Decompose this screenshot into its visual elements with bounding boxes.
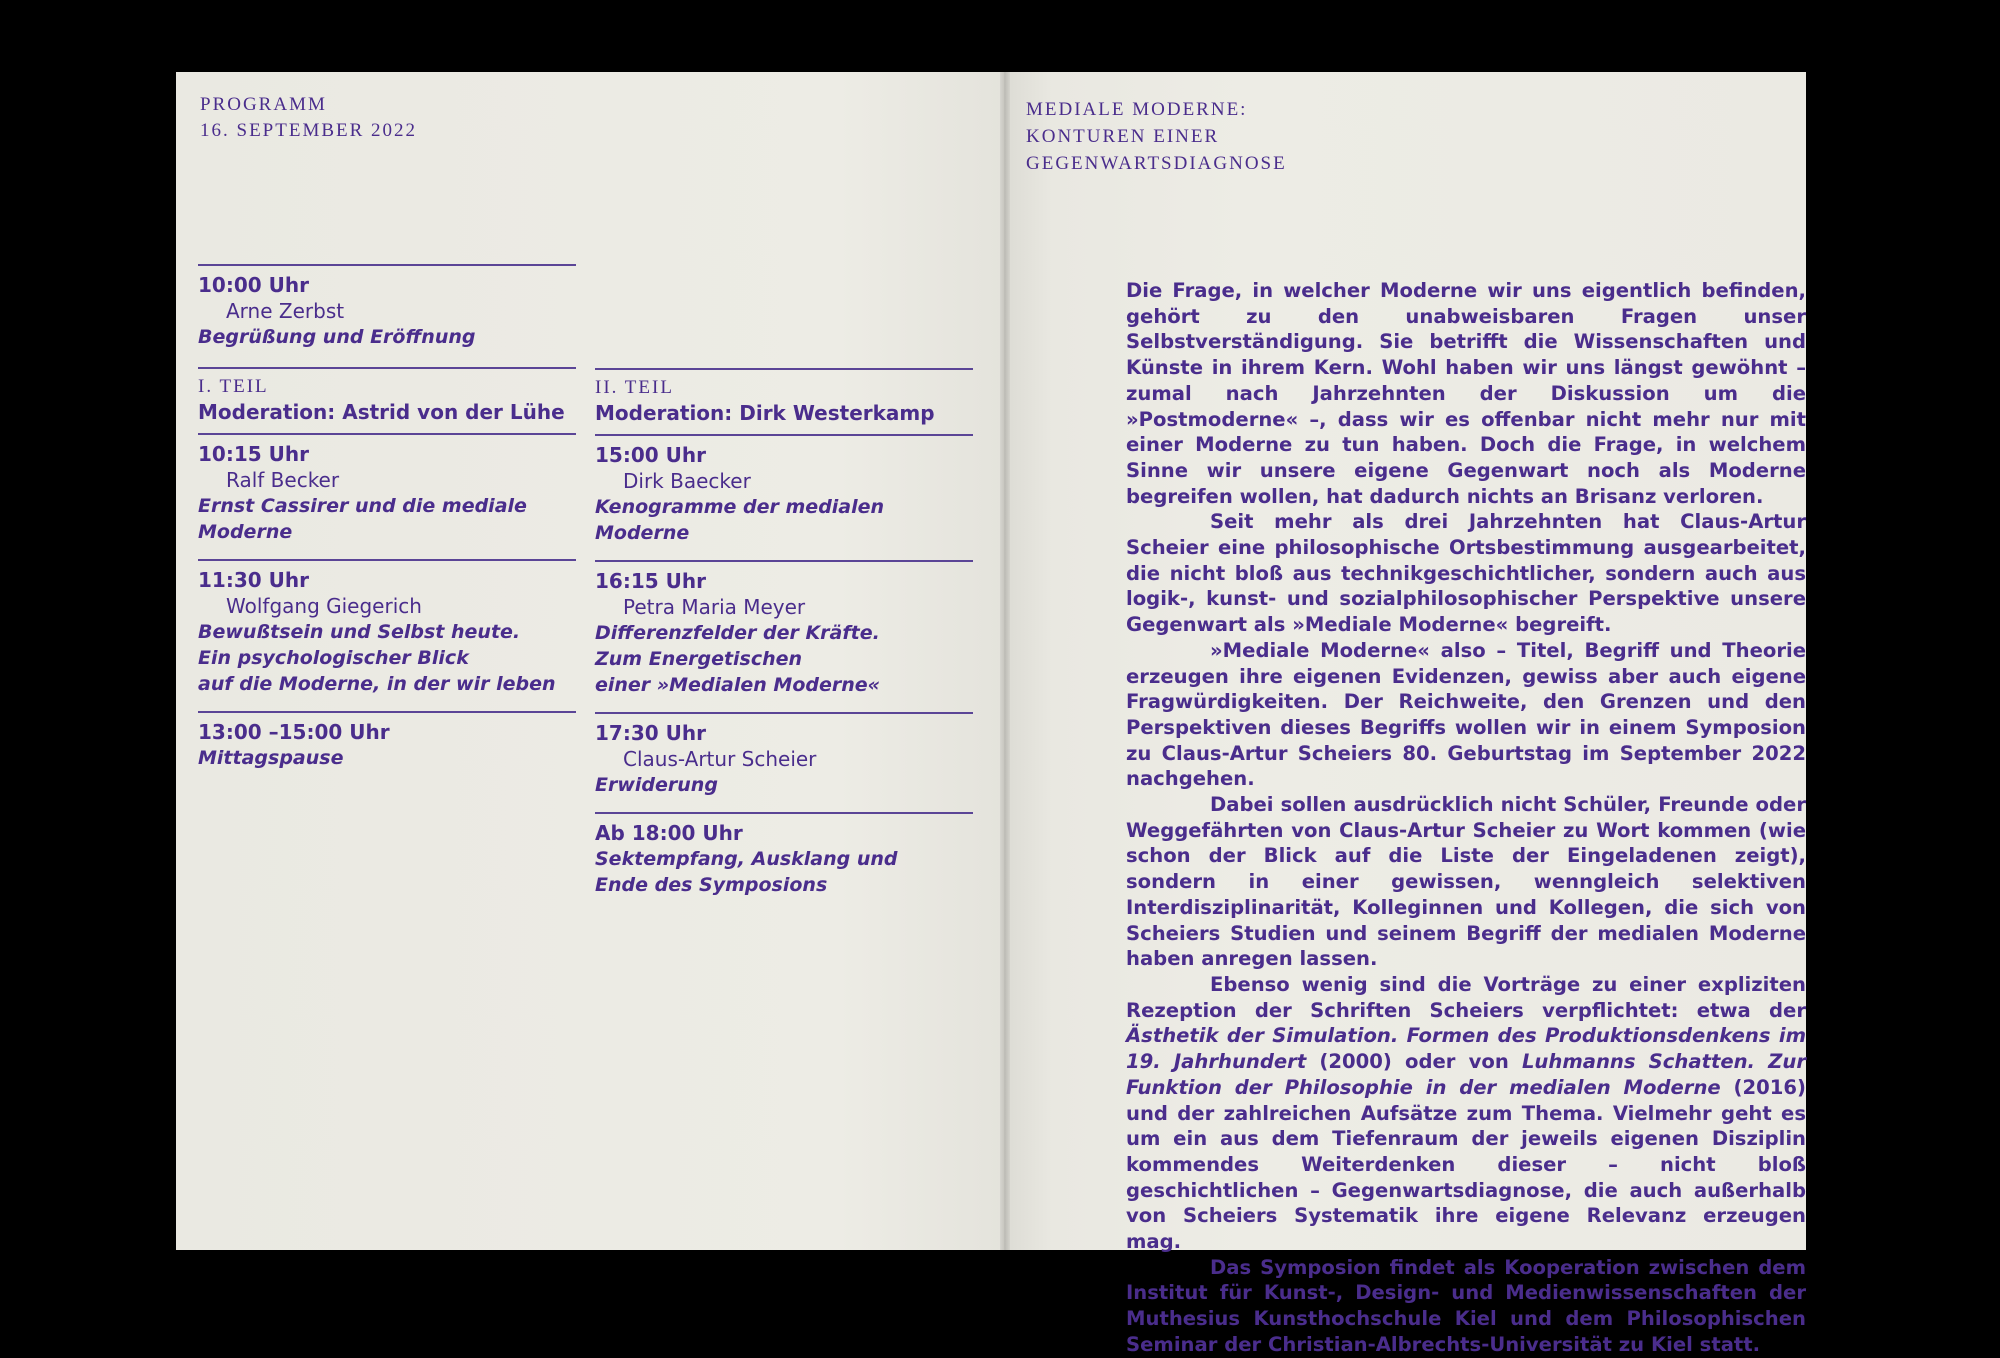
slot-speaker: Petra Maria Meyer — [623, 595, 806, 619]
part2-label: II. TEIL — [595, 377, 674, 398]
slot-time: Ab 18:00 Uhr — [595, 821, 743, 845]
page-fold — [1000, 72, 1010, 1250]
slot-title: Mittagspause — [198, 747, 344, 769]
slot-title: Differenzfelder der Kräfte. — [595, 622, 880, 644]
program-slot — [595, 812, 973, 912]
essay-title-line: KONTUREN EINER — [1026, 126, 1220, 147]
program-slot — [198, 433, 576, 559]
slot-title: Kenogramme der medialen — [595, 496, 885, 518]
paragraph: »Mediale Moderne« also – Titel, Begriff und Theorie erzeugen ihre eigenen Evidenzen, gewiss aber auch eigene Fragwürdigkeiten. Der Reichweite, den Grenzen und den Perspektiven dieses Begriffs wollen wir in einem Symposion zu Claus-Artur Scheiers 80. Geburtstag im September 2022 nachgehen. — [1126, 638, 1806, 791]
paragraph: Dabei sollen ausdrücklich nicht Schüler, Freunde oder Weggefährten von Claus-Artur Scheier zu Wort kommen (wie schon der Blick auf die Liste der Eingeladenen zeigt), sondern in einer gewissen, wenngleich selektiven Interdisziplinarität, Kolleginnen und Kollegen, die sich von Scheiers Studien und seinem Begriff der medialen Moderne haben anregen lassen. — [1126, 793, 1806, 971]
opening-block — [198, 264, 576, 364]
slot-title: Ernst Cassirer und die mediale — [198, 495, 527, 517]
paragraph: Seit mehr als drei Jahrzehnten hat Claus-Artur Scheier eine philosophische Ortsbestimmung ausgearbeitet, die nicht bloß aus technikgeschichtlicher, sondern auch aus logik-, kunst- und sozialphilosophischer Perspektive unsere Gegenwart als »Mediale Moderne« begreift. — [1126, 510, 1806, 637]
essay-body — [1126, 278, 1806, 1358]
slot-speaker: Dirk Baecker — [623, 469, 751, 493]
opening-title: Begrüßung und Eröffnung — [198, 326, 476, 348]
opening-speaker: Arne Zerbst — [226, 299, 345, 323]
text-run: (2016) und der zahlreichen Aufsätze zum Thema. Vielmehr geht es um ein aus dem Tiefenraum der jeweils eigenen Disziplin kommendes Weiterdenken dieser – nicht bloß geschichtlichen – Gegenwartsdiagnose, die auch außerhalb von Scheiers Systematik ihre eigene Relevanz erzeugen mag. — [1126, 1075, 1807, 1254]
paragraph: Die Frage, in welcher Moderne wir uns eigentlich befinden, gehört zu den unabweisbaren Fragen unser Selbstverständigung. Sie betrifft die Wissenschaften und Künste in ihrem Kern. Wohl haben wir uns längst gewöhnt – zumal nach Jahrzehnten der Diskussion um die »Postmoderne« –, dass wir es offenbar nicht mehr nur mit einer Moderne zu tun haben. Doch die Frage, in welchem Sinne wir unsere eigene Gegenwart noch als Moderne begreifen wollen, hat dadurch nichts an Brisanz verloren. — [1126, 279, 1806, 508]
part2-heading — [595, 368, 973, 434]
slot-speaker: Claus-Artur Scheier — [623, 747, 817, 771]
book-title: Luhmanns Schatten. Zur Funktion der Philosophie in der medialen Moderne — [1126, 1050, 1806, 1099]
program-slot — [198, 711, 576, 785]
book-title: Ästhetik der Simulation. Formen des Produktionsdenkens im 19. Jahrhundert — [1126, 1024, 1806, 1074]
essay-header — [1026, 96, 1287, 177]
slot-title: Moderne — [198, 521, 293, 543]
paragraph — [1126, 972, 1806, 1255]
slot-speaker: Ralf Becker — [226, 468, 340, 492]
part2-column — [595, 368, 973, 912]
part1-label: I. TEIL — [198, 376, 269, 397]
slot-title: Bewußtsein und Selbst heute. — [198, 621, 521, 643]
slot-time: 13:00 –15:00 Uhr — [198, 720, 390, 744]
program-slot — [595, 434, 973, 560]
text-run: Ebenso wenig sind die Vorträge zu einer expliziten Rezeption der Schriften Scheiers verpflichtet: etwa der — [1126, 972, 1806, 1022]
part2-moderation: Moderation: Dirk Westerkamp — [595, 401, 935, 425]
slot-speaker: Wolfgang Giegerich — [226, 594, 422, 618]
slot-title: Erwiderung — [595, 774, 718, 796]
slot-title: auf die Moderne, in der wir leben — [198, 673, 556, 695]
essay-title-line: GEGENWARTSDIAGNOSE — [1026, 153, 1287, 174]
slot-title: Moderne — [595, 522, 690, 544]
text-run: (2000) oder von — [1306, 1050, 1522, 1074]
opening-column — [198, 264, 576, 364]
program-slot — [595, 560, 973, 712]
program-slot — [198, 559, 576, 711]
part1-heading — [198, 367, 576, 433]
slot-title: Zum Energetischen — [595, 648, 803, 670]
part1-column — [198, 367, 576, 785]
program-header — [200, 92, 417, 144]
part1-moderation: Moderation: Astrid von der Lühe — [198, 400, 565, 424]
program-slot — [595, 712, 973, 812]
paragraph: Das Symposion findet als Kooperation zwischen dem Institut für Kunst-, Design- und Medienwissenschaften der Muthesius Kunsthochschule Kiel und dem Philosophischen Seminar der Christian-Albrechts-Universität zu Kiel statt. — [1126, 1255, 1806, 1356]
essay-title-line: MEDIALE MODERNE: — [1026, 99, 1248, 120]
slot-title: Ende des Symposions — [595, 874, 828, 896]
opening-time: 10:00 Uhr — [198, 273, 309, 297]
slot-time: 17:30 Uhr — [595, 721, 706, 745]
slot-title: einer »Medialen Moderne« — [595, 674, 880, 696]
slot-title: Sektempfang, Ausklang und — [595, 848, 898, 870]
program-label: PROGRAMM — [200, 94, 327, 115]
slot-title: Ein psychologischer Blick — [198, 647, 469, 669]
slot-time: 16:15 Uhr — [595, 569, 706, 593]
slot-time: 15:00 Uhr — [595, 443, 706, 467]
slot-time: 10:15 Uhr — [198, 442, 309, 466]
slot-time: 11:30 Uhr — [198, 568, 309, 592]
program-date: 16. SEPTEMBER 2022 — [200, 120, 418, 141]
